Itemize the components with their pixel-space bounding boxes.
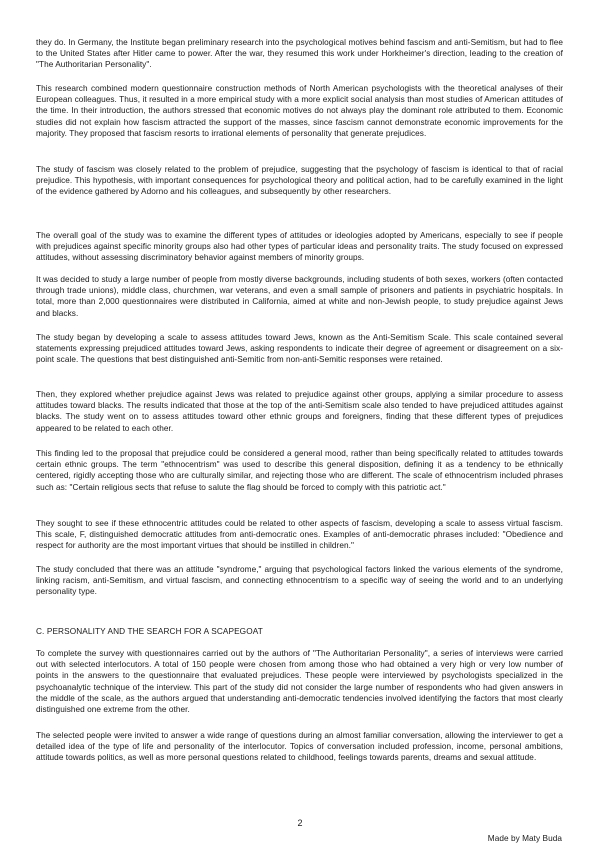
- paragraph-prejudice-other-groups: Then, they explored whether prejudice against Jews was related to prejudice against other groups, applying a similar procedure to assess attitudes toward blacks. The results indicated that those at the top of the anti-Semitism scale also tended to have prejudiced attitudes against blacks. The study went on to assess attitudes toward other ethnic groups and foreigners, finding that these different types of prejudices appeared to be related to each other.: [36, 390, 563, 433]
- paragraph-ethnocentrism: This finding led to the proposal that prejudice could be considered a general mood, rather than being specifically related to attitudes towards certain ethnic groups. The term "ethnocentrism" was used to describe this general disposition, defining it as a tendency to be ethnically centered, rigidly accepting those who are culturally similar, and rejecting those who are different. The scale of ethnocentrism included phrases such as: "Certain religious sects that refuse to salute the flag should be forced to comply with this patriotic act.": [36, 449, 563, 492]
- paragraph-syndrome-conclusion: The study concluded that there was an attitude "syndrome," arguing that psychological factors linked the various elements of the syndrome, linking racism, anti-Semitism, and virtual fascism, and connecting ethnocentrism to a specific way of seeing the world and to an underlying personality type.: [36, 565, 563, 597]
- paragraph-study-sample: It was decided to study a large number of people from mostly diverse backgrounds, including students of both sexes, workers (often contacted through trade unions), middle class, churchmen, war veterans, and even a small sample of prisoners and patients in psychiatric hospitals. In total, more than 2,000 questionnaires were distributed in California, aimed at white and non-Jewish people, to study prejudice against Jews and blacks.: [36, 275, 563, 318]
- section-heading: C. PERSONALITY AND THE SEARCH FOR A SCAPEGOAT: [36, 627, 263, 636]
- paragraph-fascism-prejudice: The study of fascism was closely related to the problem of prejudice, suggesting that the psychology of fascism is identical to that of racial prejudice. This hypothesis, with important consequences for psychological theory and political action, had to be carefully examined in the light of the evidence gathered by Adorno and his colleagues, and subsequently by other researchers.: [36, 165, 563, 197]
- paragraph-institute-history: they do. In Germany, the Institute began preliminary research into the psychological motives behind fascism and anti-Semitism, but had to flee to the United States after Hitler came to power. After the war, they resumed this work under Horkheimer's direction, leading to the creation of "The Authoritarian Personality".: [36, 38, 563, 70]
- page-number: 2: [297, 818, 303, 828]
- paragraph-anti-semitism-scale: The study began by developing a scale to assess attitudes toward Jews, known as the Anti-Semitism Scale. This scale contained several statements expressing prejudiced attitudes toward Jews, asking respondents to indicate their degree of agreement or disagreement on a six-point scale. The questions that best distinguished anti-Semitic from non-anti-Semitic responses were retained.: [36, 333, 563, 365]
- paragraph-f-scale: They sought to see if these ethnocentric attitudes could be related to other aspects of fascism, developing a scale to assess virtual fascism. This scale, F, distinguished democratic attitudes from anti-democratic ones. Examples of anti-democratic phrases included: "Obedience and respect for authority are the most important virtues that should be instilled in children.": [36, 519, 563, 551]
- footer-credit: Made by Maty Buda: [487, 834, 562, 843]
- paragraph-study-goal: The overall goal of the study was to examine the different types of attitudes or ideologies adopted by Americans, especially to see if people with prejudices against specific minority groups also had other types of particular ideas and personality traits. The study focused on expressed attitudes, without assessing discriminatory behavior against members of minority groups.: [36, 231, 563, 263]
- paragraph-interview-topics: The selected people were invited to answer a wide range of questions during an almost familiar conversation, allowing the interviewer to get a detailed idea of the type of life and personality of the interlocutor. Topics of conversation included profession, income, personal ambitions, attitude towards politics, as well as more personal questions related to childhood, feelings towards parents, dreams and sexual attitude.: [36, 731, 563, 763]
- paragraph-research-methods: This research combined modern questionnaire construction methods of North American psychologists with the theoretical analyses of their European colleagues. Thus, it resulted in a more empirical study with a more explicit social analysis than most studies of American attitudes of the time. In their introduction, the authors stressed that economic motives do not always play the dominant role attributed to them. Economic studies did not explain how fascism attracted the support of the masses, since fascism cannot demonstrate economic improvements for the majority. They proposed that fascism resorts to irrational elements of personality that generate prejudices.: [36, 84, 563, 138]
- paragraph-interviews: To complete the survey with questionnaires carried out by the authors of "The Authoritarian Personality", a series of interviews were carried out with selected interlocutors. A total of 150 people were chosen from among those who had obtained a very high or very low number of points in the answers to the questionnaire that evaluated prejudices. These people were interviewed by psychologists specialized in the psychoanalytic technique of the interview. This part of the study did not consider the large number of respondents who had given answers in the middle of the scale, as the authors argued that understanding anti-democratic tendencies involved identifying the factors that most clearly distinguished one extreme from the other.: [36, 649, 563, 715]
